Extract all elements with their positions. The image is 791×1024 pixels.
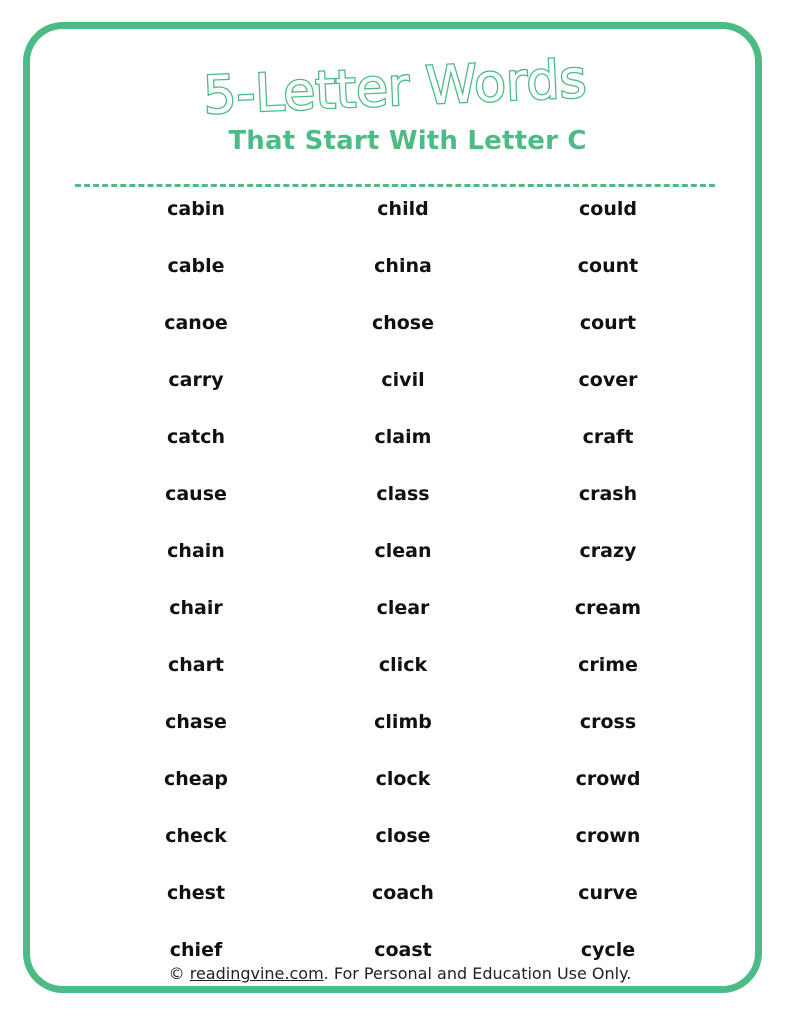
word-item: cause [165, 483, 227, 505]
word-item: cycle [580, 939, 636, 961]
word-item: craft [582, 426, 634, 448]
word-item: child [377, 198, 429, 220]
word-item: clock [375, 768, 431, 790]
word-item: crash [578, 483, 638, 505]
word-item: cross [579, 711, 637, 733]
copyright-symbol: © [168, 964, 185, 983]
word-item: chain [167, 540, 225, 562]
word-item: could [579, 198, 637, 220]
word-item: climb [374, 711, 432, 733]
title-block [0, 45, 791, 135]
word-item: crown [575, 825, 641, 847]
page-subtitle: That Start With Letter C [228, 126, 587, 156]
word-item: chair [169, 597, 223, 619]
usage-notice: . For Personal and Education Use Only. [323, 964, 632, 983]
word-column-1 [96, 194, 296, 992]
word-item: chart [167, 654, 225, 676]
word-item: carry [168, 369, 224, 391]
word-item: count [577, 255, 639, 277]
word-item: clean [374, 540, 432, 562]
word-item: civil [381, 369, 425, 391]
site-link[interactable]: readingvine.com [189, 964, 324, 983]
word-item: cable [167, 255, 225, 277]
word-item: cover [578, 369, 638, 391]
word-item: close [375, 825, 431, 847]
word-item: china [374, 255, 432, 277]
word-item: clear [376, 597, 430, 619]
word-item: coast [374, 939, 432, 961]
word-item: crime [578, 654, 638, 676]
word-item: canoe [164, 312, 228, 334]
page-title-graphic [0, 45, 791, 135]
word-item: click [378, 654, 428, 676]
page-title: 5-Letter Words [202, 49, 588, 127]
word-item: crowd [575, 768, 641, 790]
word-item: curve [578, 882, 638, 904]
word-item: catch [167, 426, 225, 448]
word-item: court [579, 312, 637, 334]
dashed-divider [75, 184, 715, 187]
word-item: class [376, 483, 430, 505]
word-item: coach [372, 882, 434, 904]
word-column-2 [303, 194, 503, 992]
word-item: check [165, 825, 227, 847]
word-item: cream [574, 597, 642, 619]
word-item: crazy [579, 540, 637, 562]
word-item: chest [166, 882, 226, 904]
word-item: claim [374, 426, 432, 448]
word-item: chief [169, 939, 223, 961]
word-item: chase [165, 711, 227, 733]
footer [0, 964, 791, 983]
word-item: chose [371, 312, 435, 334]
word-column-3 [508, 194, 708, 992]
word-item: cabin [167, 198, 225, 220]
word-item: cheap [163, 768, 229, 790]
